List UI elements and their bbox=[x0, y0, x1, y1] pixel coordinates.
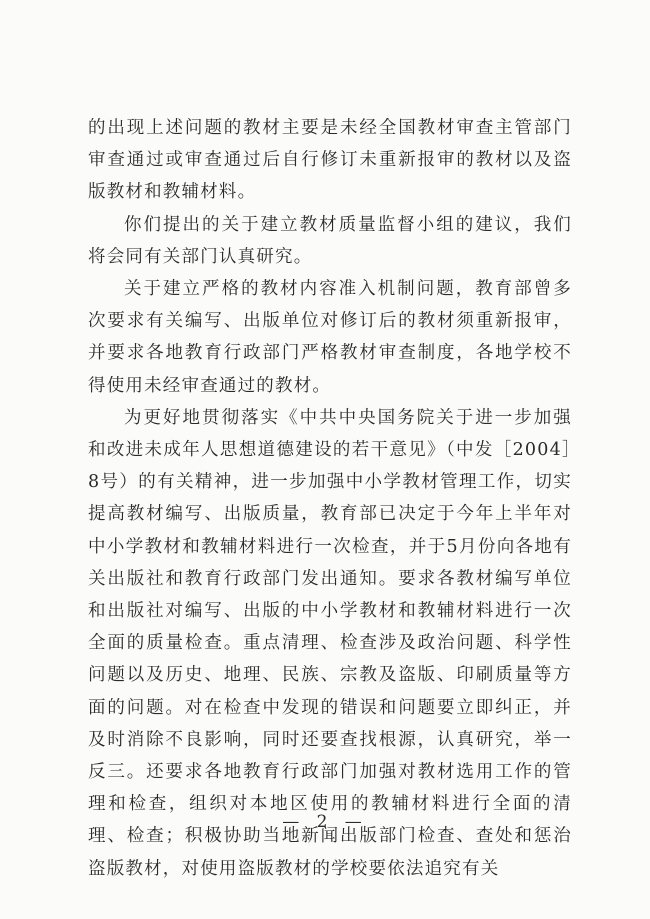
paragraph-continuation: 的出现上述问题的教材主要是未经全国教材审查主管部门审查通过或审查通过后自行修订未重新报审的教材以及盗版教材和教辅材料。 bbox=[88, 118, 572, 203]
paragraph-supervision-group: 你们提出的关于建立教材质量监督小组的建议，我们将会同有关部门认真研究。 bbox=[88, 214, 572, 267]
paragraph-inspection: 为更好地贯彻落实《中共中央国务院关于进一步加强和改进未成年人思想道德建设的若干意见》（中发［2004］8号）的有关精神，进一步加强中小学教材管理工作，切实提高教材编写、出版质量，教育部已决定于今年上半年对中小学教材和教辅材料进行一次检查，并于5月份向各地有关出版社和教育行政部门发出通知。要求各教材编写单位和出版社对编写、出版的中小学教材和教辅材料进行一次全面的质量检查。重点清理、检查涉及政治问题、科学性问题以及历史、地理、民族、宗教及盗版、印刷质量等方面的问题。对在检查中发现的错误和问题要立即纠正，并及时消除不良影响，同时还要查找根源，认真研究，举一反三。还要求各地教育行政部门加强对教材选用工作的管理和检查，组织对本地区使用的教辅材料进行全面的清理、检查；积极协助当地新闻出版部门检查、查处和惩治盗版教材，对使用盗版教材的学校要依法追究有关 bbox=[88, 407, 572, 879]
page-number: — 2 — bbox=[282, 812, 368, 832]
body-text bbox=[88, 112, 572, 885]
paragraph-access-mechanism: 关于建立严格的教材内容准入机制问题，教育部曾多次要求有关编写、出版单位对修订后的教材须重新报审，并要求各地教育行政部门严格教材审查制度，各地学校不得使用未经审查通过的教材。 bbox=[88, 279, 572, 396]
